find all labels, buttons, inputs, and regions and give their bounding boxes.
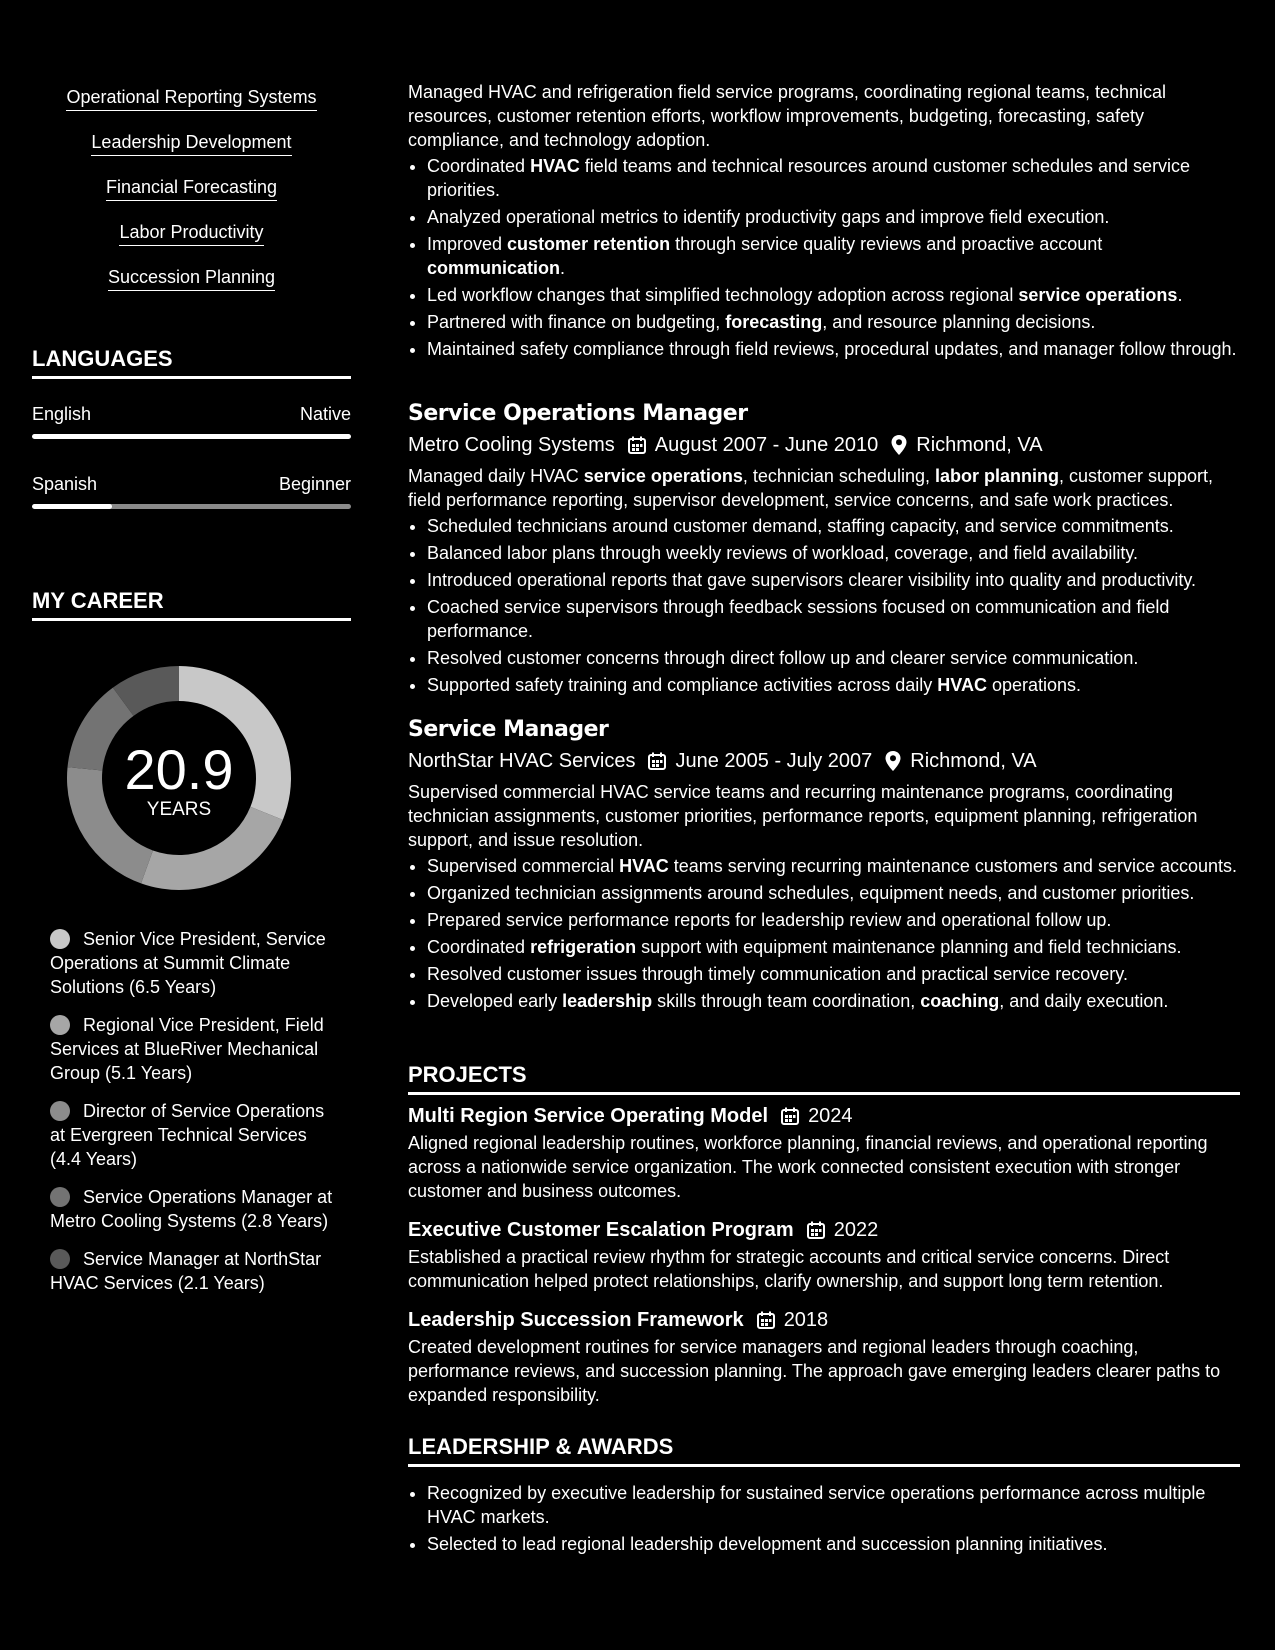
language-name: Spanish [32,474,98,494]
bullet-item: • Recognized by executive leadership for sustained service operations performance across multiple HVAC markets. [427,1481,1240,1529]
language-level-bar [32,434,351,439]
location-pin-icon [890,434,908,456]
project-name: Leadership Succession Framework [408,1309,744,1331]
career-legend-item: Director of Service Operations at Evergreen Technical Services (4.4 Years) [50,1101,325,1169]
bullet-item: • Maintained safety compliance through field reviews, procedural updates, and manager follow through. [427,337,1240,361]
bullet-item: • Selected to lead regional leadership development and succession planning initiatives. [427,1532,1240,1556]
project-description: Created development routines for service managers and regional leaders through coaching, performance reviews, and succession planning. The approach gave emerging leaders clearer paths to expanded responsibility. [408,1337,1221,1405]
languages-heading: LANGUAGES [32,346,351,379]
job-location: Richmond, VA [916,434,1043,456]
career-total-years: 20.9 [124,738,234,801]
career-legend-item: Service Manager at NorthStar HVAC Services (2.1 Years) [50,1249,322,1293]
bullet-item: • Partnered with finance on budgeting, forecasting, and resource planning decisions. [427,310,1240,334]
project-description: Aligned regional leadership routines, workforce planning, financial reviews, and operational reporting across a nationwide service organization. The work connected consistent execution with stronger customer and business outcomes. [408,1133,1208,1201]
project-name: Multi Region Service Operating Model [408,1105,769,1127]
job-bullets [408,154,1240,361]
job-title: Service Manager [408,717,609,742]
job-summary: Managed daily HVAC service operations, technician scheduling, labor planning, customer support, field performance reporting, supervisor development, service concerns, and safe work practices. [408,466,1214,510]
language-name: English [32,404,92,424]
career-total-unit: YEARS [146,799,212,820]
bullet-item: • Supervised commercial HVAC teams serving recurring maintenance customers and service accounts. [427,854,1240,878]
language-row [32,404,351,425]
bullet-item: • Scheduled technicians around customer demand, staffing capacity, and service commitments. [427,514,1240,538]
language-level: Native [299,404,351,424]
skill-tag: Leadership Development [91,131,291,156]
awards-heading: LEADERSHIP & AWARDS [408,1434,1240,1467]
legend-dot [50,1187,70,1207]
project-year: 2022 [833,1219,879,1241]
bullet-item: • Developed early leadership skills through team coordination, coaching, and daily execution. [427,989,1240,1013]
job-dates: August 2007 - June 2010 [654,434,879,456]
experience-entry [408,400,1240,700]
job-bullets [408,514,1240,697]
awards-section [408,1434,1240,1559]
project-entry [408,1307,1240,1407]
bullet-item: • Balanced labor plans through weekly reviews of workload, coverage, and field availability. [427,541,1240,565]
calendar-icon [627,435,647,455]
skill-tag: Labor Productivity [119,221,263,246]
calendar-icon [756,1310,776,1330]
project-description: Established a practical review rhythm for strategic accounts and critical service concerns. Direct communication helped protect relationships, clarify ownership, and support long term retention. [408,1247,1170,1291]
project-year: 2024 [808,1105,853,1127]
language-level-fill [32,434,351,439]
calendar-icon [780,1106,800,1126]
legend-dot [50,1249,70,1269]
projects-section [408,1062,1240,1407]
career-heading: MY CAREER [32,588,351,621]
bullet-item: • Prepared service performance reports for leadership review and operational follow up. [427,908,1240,932]
legend-dot [50,1101,70,1121]
language-row [32,474,351,495]
language-level-fill [32,504,112,509]
job-title: Service Operations Manager [408,401,748,426]
career-section [32,588,351,621]
bullet-item: • Resolved customer issues through timely communication and practical service recovery. [427,962,1240,986]
language-level-bar [32,504,351,509]
location-pin-icon [884,750,902,772]
career-legend [50,927,340,1309]
job-summary: Supervised commercial HVAC service teams and recurring maintenance programs, coordinating technician assignments, customer priorities, performance reports, equipment planning, refrigeration support, and issue resolution. [408,782,1198,850]
language-level: Beginner [278,474,351,494]
skill-tag: Succession Planning [108,266,275,291]
bullet-item: • Introduced operational reports that gave supervisors clearer visibility into quality and productivity. [427,568,1240,592]
legend-dot [50,929,70,949]
job-location: Richmond, VA [910,750,1037,772]
awards-bullets [408,1481,1240,1556]
bullet-item: • Organized technician assignments around schedules, equipment needs, and customer priorities. [427,881,1240,905]
bullet-item: • Coached service supervisors through feedback sessions focused on communication and field performance. [427,595,1240,643]
bullet-item: • Resolved customer concerns through direct follow up and clearer service communication. [427,646,1240,670]
bullet-item: • Improved customer retention through service quality reviews and proactive account communication. [427,232,1240,280]
legend-dot [50,1015,70,1035]
job-meta [408,748,1240,774]
bullet-item: • Analyzed operational metrics to identify productivity gaps and improve field execution. [427,205,1240,229]
project-entry [408,1217,1240,1293]
projects-heading: PROJECTS [408,1062,1240,1095]
skill-tag: Operational Reporting Systems [66,86,316,111]
career-legend-item: Senior Vice President, Service Operations at Summit Climate Solutions (6.5 Years) [50,929,326,997]
calendar-icon [647,751,667,771]
project-year: 2018 [783,1309,829,1331]
career-legend-item: Regional Vice President, Field Services at BlueRiver Mechanical Group (5.1 Years) [50,1015,324,1083]
languages-section [32,346,351,494]
job-meta [408,432,1240,458]
job-bullets [408,854,1240,1013]
career-legend-item: Service Operations Manager at Metro Cooling Systems (2.8 Years) [50,1187,333,1231]
bullet-item: • Supported safety training and compliance activities across daily HVAC operations. [427,673,1240,697]
project-entry [408,1103,1240,1203]
experience-entry [408,716,1240,1016]
job-summary: Managed HVAC and refrigeration field service programs, coordinating regional teams, technical resources, customer retention efforts, workflow improvements, budgeting, forecasting, safety compliance, and technology adoption. [408,82,1167,150]
company-name: NorthStar HVAC Services [408,750,636,772]
skills-list [32,86,351,311]
job-dates: June 2005 - July 2007 [675,750,873,772]
bullet-item: • Coordinated HVAC field teams and technical resources around customer schedules and service priorities. [427,154,1240,202]
project-name: Executive Customer Escalation Program [408,1219,794,1241]
skill-tag: Financial Forecasting [106,176,277,201]
bullet-item: • Coordinated refrigeration support with equipment maintenance planning and field technicians. [427,935,1240,959]
bullet-item: • Led workflow changes that simplified technology adoption across regional service operations. [427,283,1240,307]
company-name: Metro Cooling Systems [408,434,615,456]
calendar-icon [806,1220,826,1240]
experience-entry [408,80,1240,364]
